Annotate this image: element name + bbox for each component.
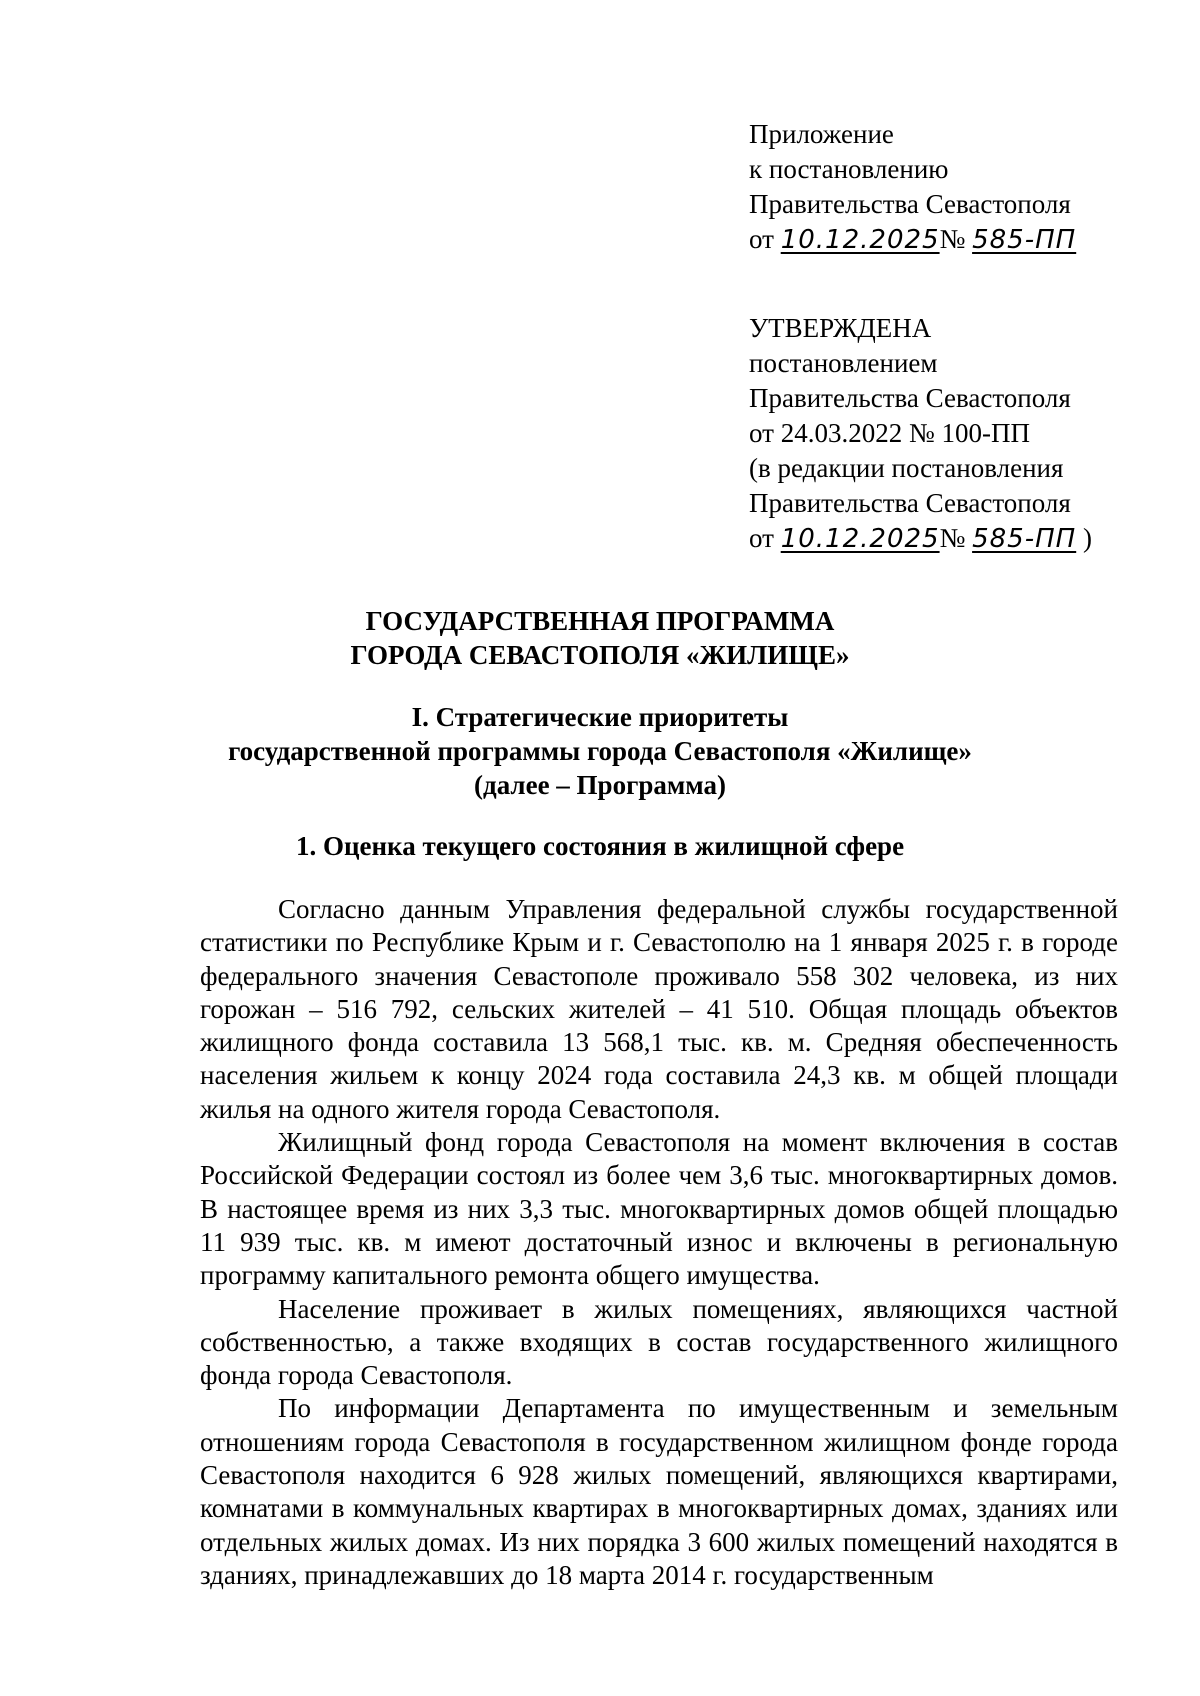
approved-revision-note: (в редакции постановления <box>749 453 1064 483</box>
approved-original-date: от 24.03.2022 № 100-ПП <box>749 418 1030 448</box>
appendix-header <box>749 117 1076 258</box>
section-heading-line-1: I. Стратегические приоритеты <box>411 702 789 732</box>
appendix-date: 10.12.2025 <box>780 225 940 255</box>
approved-number-sign: № <box>939 523 973 553</box>
paragraph-state-housing: По информации Департамента по имущественным и земельным отношениям города Севастополя в государственном жилищном фонде города Севастополя находится 6 928 жилых помещений, являющихся квартирами, комнатами в коммунальных квартирах в многоквартирных домах, зданиях или отдельных жилых домах. Из них порядка 3 600 жилых помещений находятся в зданиях, принадлежавших до 18 марта 2014 г. государственным <box>200 1393 1118 1590</box>
approved-date: 10.12.2025 <box>780 524 940 554</box>
subsection-heading <box>0 829 1200 863</box>
document-title <box>0 604 1200 672</box>
appendix-label: Приложение <box>749 119 894 149</box>
approved-government: Правительства Севастополя <box>749 383 1071 413</box>
section-heading-line-3: (далее – Программа) <box>474 770 726 800</box>
approved-date-number-line <box>749 521 1092 557</box>
paragraph-population: Согласно данным Управления федеральной службы государственной статистики по Республике Крым и г. Севастополю на 1 января 2025 г. в городе федерального значения Севастополе проживало 558 302 человека, из них горожан – 516 792, сельских жителей – 41 510. Общая площадь объектов жилищного фонда составила 13 568,1 тыс. кв. м. Средняя обеспеченность населения жильем к концу 2024 года составила 24,3 кв. м общей площади жилья на одного жителя города Севастополя. <box>200 894 1118 1124</box>
appendix-from-prefix: от <box>749 224 781 254</box>
section-heading <box>0 700 1200 802</box>
document-title-line-2: ГОРОДА СЕВАСТОПОЛЯ «ЖИЛИЩЕ» <box>350 640 850 670</box>
document-title-line-1: ГОСУДАРСТВЕННАЯ ПРОГРАММА <box>365 606 835 636</box>
appendix-number-sign: № <box>939 224 973 254</box>
section-heading-line-2: государственной программы города Севастополя «Жилище» <box>228 736 972 766</box>
paragraph-ownership: Население проживает в жилых помещениях, являющихся частной собственностью, а также входящих в состав государственного жилищного фонда города Севастополя. <box>200 1293 1118 1391</box>
approval-header <box>749 311 1092 557</box>
appendix-date-number-line <box>749 222 1076 258</box>
approved-from-prefix: от <box>749 523 781 553</box>
appendix-number: 585-ПП <box>972 225 1077 255</box>
approved-revision-government: Правительства Севастополя <box>749 488 1071 518</box>
body-text <box>200 893 1118 1592</box>
approved-number: 585-ПП <box>972 524 1077 554</box>
approved-closing-paren: ) <box>1076 523 1092 553</box>
appendix-government: Правительства Севастополя <box>749 189 1071 219</box>
paragraph-housing-stock: Жилищный фонд города Севастополя на момент включения в состав Российской Федерации состоял из более чем 3,6 тыс. многоквартирных домов. В настоящее время из них 3,3 тыс. многоквартирных домов общей площадью 11 939 тыс. кв. м имеют достаточный износ и включены в региональную программу капитального ремонта общего имущества. <box>200 1127 1118 1291</box>
approved-by-resolution: постановлением <box>749 348 938 378</box>
subsection-heading-text: 1. Оценка текущего состояния в жилищной сфере <box>295 831 905 861</box>
approved-label: УТВЕРЖДЕНА <box>749 313 932 343</box>
appendix-to-resolution: к постановлению <box>749 154 949 184</box>
